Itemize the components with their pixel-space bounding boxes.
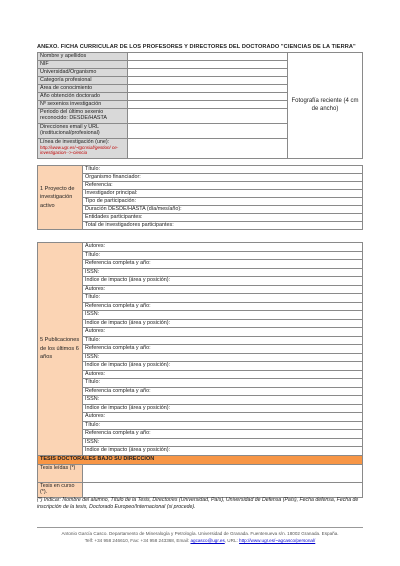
publication-field[interactable]: Referencia completa y año: <box>83 345 363 354</box>
field-label: Nº sexenios investigación <box>38 101 128 109</box>
field-value[interactable] <box>128 109 288 124</box>
publication-field[interactable]: Título: <box>83 294 363 303</box>
field-value[interactable] <box>128 77 288 85</box>
footer-divider <box>37 527 363 528</box>
research-line-link[interactable]: http://www.ugr.es/~tgcnsiaf/gestion/ ce-investigacion-->-ciencia <box>40 145 119 156</box>
theses-table <box>37 455 363 498</box>
field-label: Año obtención doctorado <box>38 93 128 101</box>
photo-placeholder[interactable]: Fotografía reciente (4 cm de ancho) <box>288 53 363 159</box>
theses-ongoing-value[interactable] <box>83 483 363 498</box>
publication-field[interactable]: Título: <box>83 421 363 430</box>
publication-field[interactable]: ISSN: <box>83 438 363 447</box>
field-label-research-line <box>38 139 128 159</box>
theses-read-value[interactable] <box>83 465 363 483</box>
address-line-1: Antonio García Casco. Departamento de Mineralogía y Petrología. Universidad de Granada. Fuentenueva s/n. 18002 Granada. España. <box>61 531 339 536</box>
url-prefix: , URL: <box>224 538 240 543</box>
publication-field[interactable]: Indice de impacto (área y posición): <box>83 404 363 413</box>
personal-data-table <box>37 52 363 159</box>
publication-field[interactable]: Indice de impacto (área y posición): <box>83 362 363 371</box>
email-link[interactable]: agcasco@ugr.es <box>190 538 225 543</box>
publication-field[interactable]: Referencia completa y año: <box>83 260 363 269</box>
publications-section-label: 5 Publicaciones de los últimos 6 años <box>38 243 83 456</box>
project-field[interactable]: Total de investigadores participantes: <box>83 222 363 230</box>
footnote: (*) Indicar: Nombre del alumno, Título de la Tesis, Director/es (Universidad, País), Universidad de Defensa (País), Fecha defensa, Fecha de inscripción de la tesis, Doctorado Europeo/Internacional (si procede). <box>37 497 359 510</box>
publication-field[interactable]: Referencia completa y año: <box>83 302 363 311</box>
field-value[interactable] <box>128 101 288 109</box>
theses-header: TESIS DOCTORALES BAJO SU DIRECCIÓN <box>38 456 363 465</box>
field-label: Direcciones email y URL (institucional/profesional) <box>38 124 128 139</box>
publication-field[interactable]: Título: <box>83 379 363 388</box>
project-field[interactable]: Título: <box>83 166 363 174</box>
project-field[interactable]: Duración DESDE/HASTA (día/mes/año): <box>83 206 363 214</box>
project-section-label: 1 Proyecto de investigación activo <box>38 166 83 230</box>
project-field[interactable]: Investigador principal: <box>83 190 363 198</box>
project-table <box>37 165 363 230</box>
url-link[interactable]: http://www.ugr.es/~agcasco/personal/ <box>239 538 316 543</box>
field-label: Periodo del último sexenio reconocido: DESDE/HASTA <box>38 109 128 124</box>
publication-field[interactable]: ISSN: <box>83 268 363 277</box>
field-value[interactable] <box>128 124 288 139</box>
publication-field[interactable]: Autores: <box>83 370 363 379</box>
publication-field[interactable]: Indice de impacto (área y posición): <box>83 447 363 456</box>
publication-field[interactable]: Autores: <box>83 413 363 422</box>
field-value[interactable] <box>128 61 288 69</box>
field-value[interactable] <box>128 69 288 77</box>
publication-field[interactable]: Referencia completa y año: <box>83 430 363 439</box>
publication-field[interactable]: Autores: <box>83 328 363 337</box>
publication-field[interactable]: Autores: <box>83 285 363 294</box>
research-line-label: Línea de investigación (une): <box>40 139 110 145</box>
publication-field[interactable]: Referencia completa y año: <box>83 387 363 396</box>
field-label: Área de conocimiento <box>38 85 128 93</box>
field-label: Universidad/Organismo <box>38 69 128 77</box>
field-label: Nombre y apellidos <box>38 53 128 61</box>
project-field[interactable]: Referencia: <box>83 182 363 190</box>
project-field[interactable]: Tipo de participación: <box>83 198 363 206</box>
project-field[interactable]: Entidades participantes: <box>83 214 363 222</box>
publication-field[interactable]: Indice de impacto (área y posición): <box>83 319 363 328</box>
field-label: Categoría profesional <box>38 77 128 85</box>
theses-read-label: Tesis leídas (*) <box>38 465 83 483</box>
publication-field[interactable]: Título: <box>83 251 363 260</box>
publication-field[interactable]: ISSN: <box>83 353 363 362</box>
publication-field[interactable]: Título: <box>83 336 363 345</box>
field-value[interactable] <box>128 93 288 101</box>
field-value[interactable] <box>128 85 288 93</box>
publication-field[interactable]: Autores: <box>83 243 363 252</box>
field-value[interactable] <box>128 53 288 61</box>
theses-ongoing-label: Tesis en curso (*). <box>38 483 83 498</box>
publications-table <box>37 242 363 456</box>
field-value[interactable] <box>128 139 288 159</box>
page-title: ANEXO. FICHA CURRICULAR DE LOS PROFESORES Y DIRECTORES DEL DOCTORADO "CIENCIAS DE LA TIERRA" <box>37 44 356 50</box>
publication-field[interactable]: Indice de impacto (área y posición): <box>83 277 363 286</box>
field-label: NIF <box>38 61 128 69</box>
contact-prefix: Telf: +34 958 246610, Fax: +34 958 243368, Email: <box>84 538 191 543</box>
address-line-2 <box>0 538 400 544</box>
project-field[interactable]: Organismo financiador: <box>83 174 363 182</box>
publication-field[interactable]: ISSN: <box>83 311 363 320</box>
publication-field[interactable]: ISSN: <box>83 396 363 405</box>
